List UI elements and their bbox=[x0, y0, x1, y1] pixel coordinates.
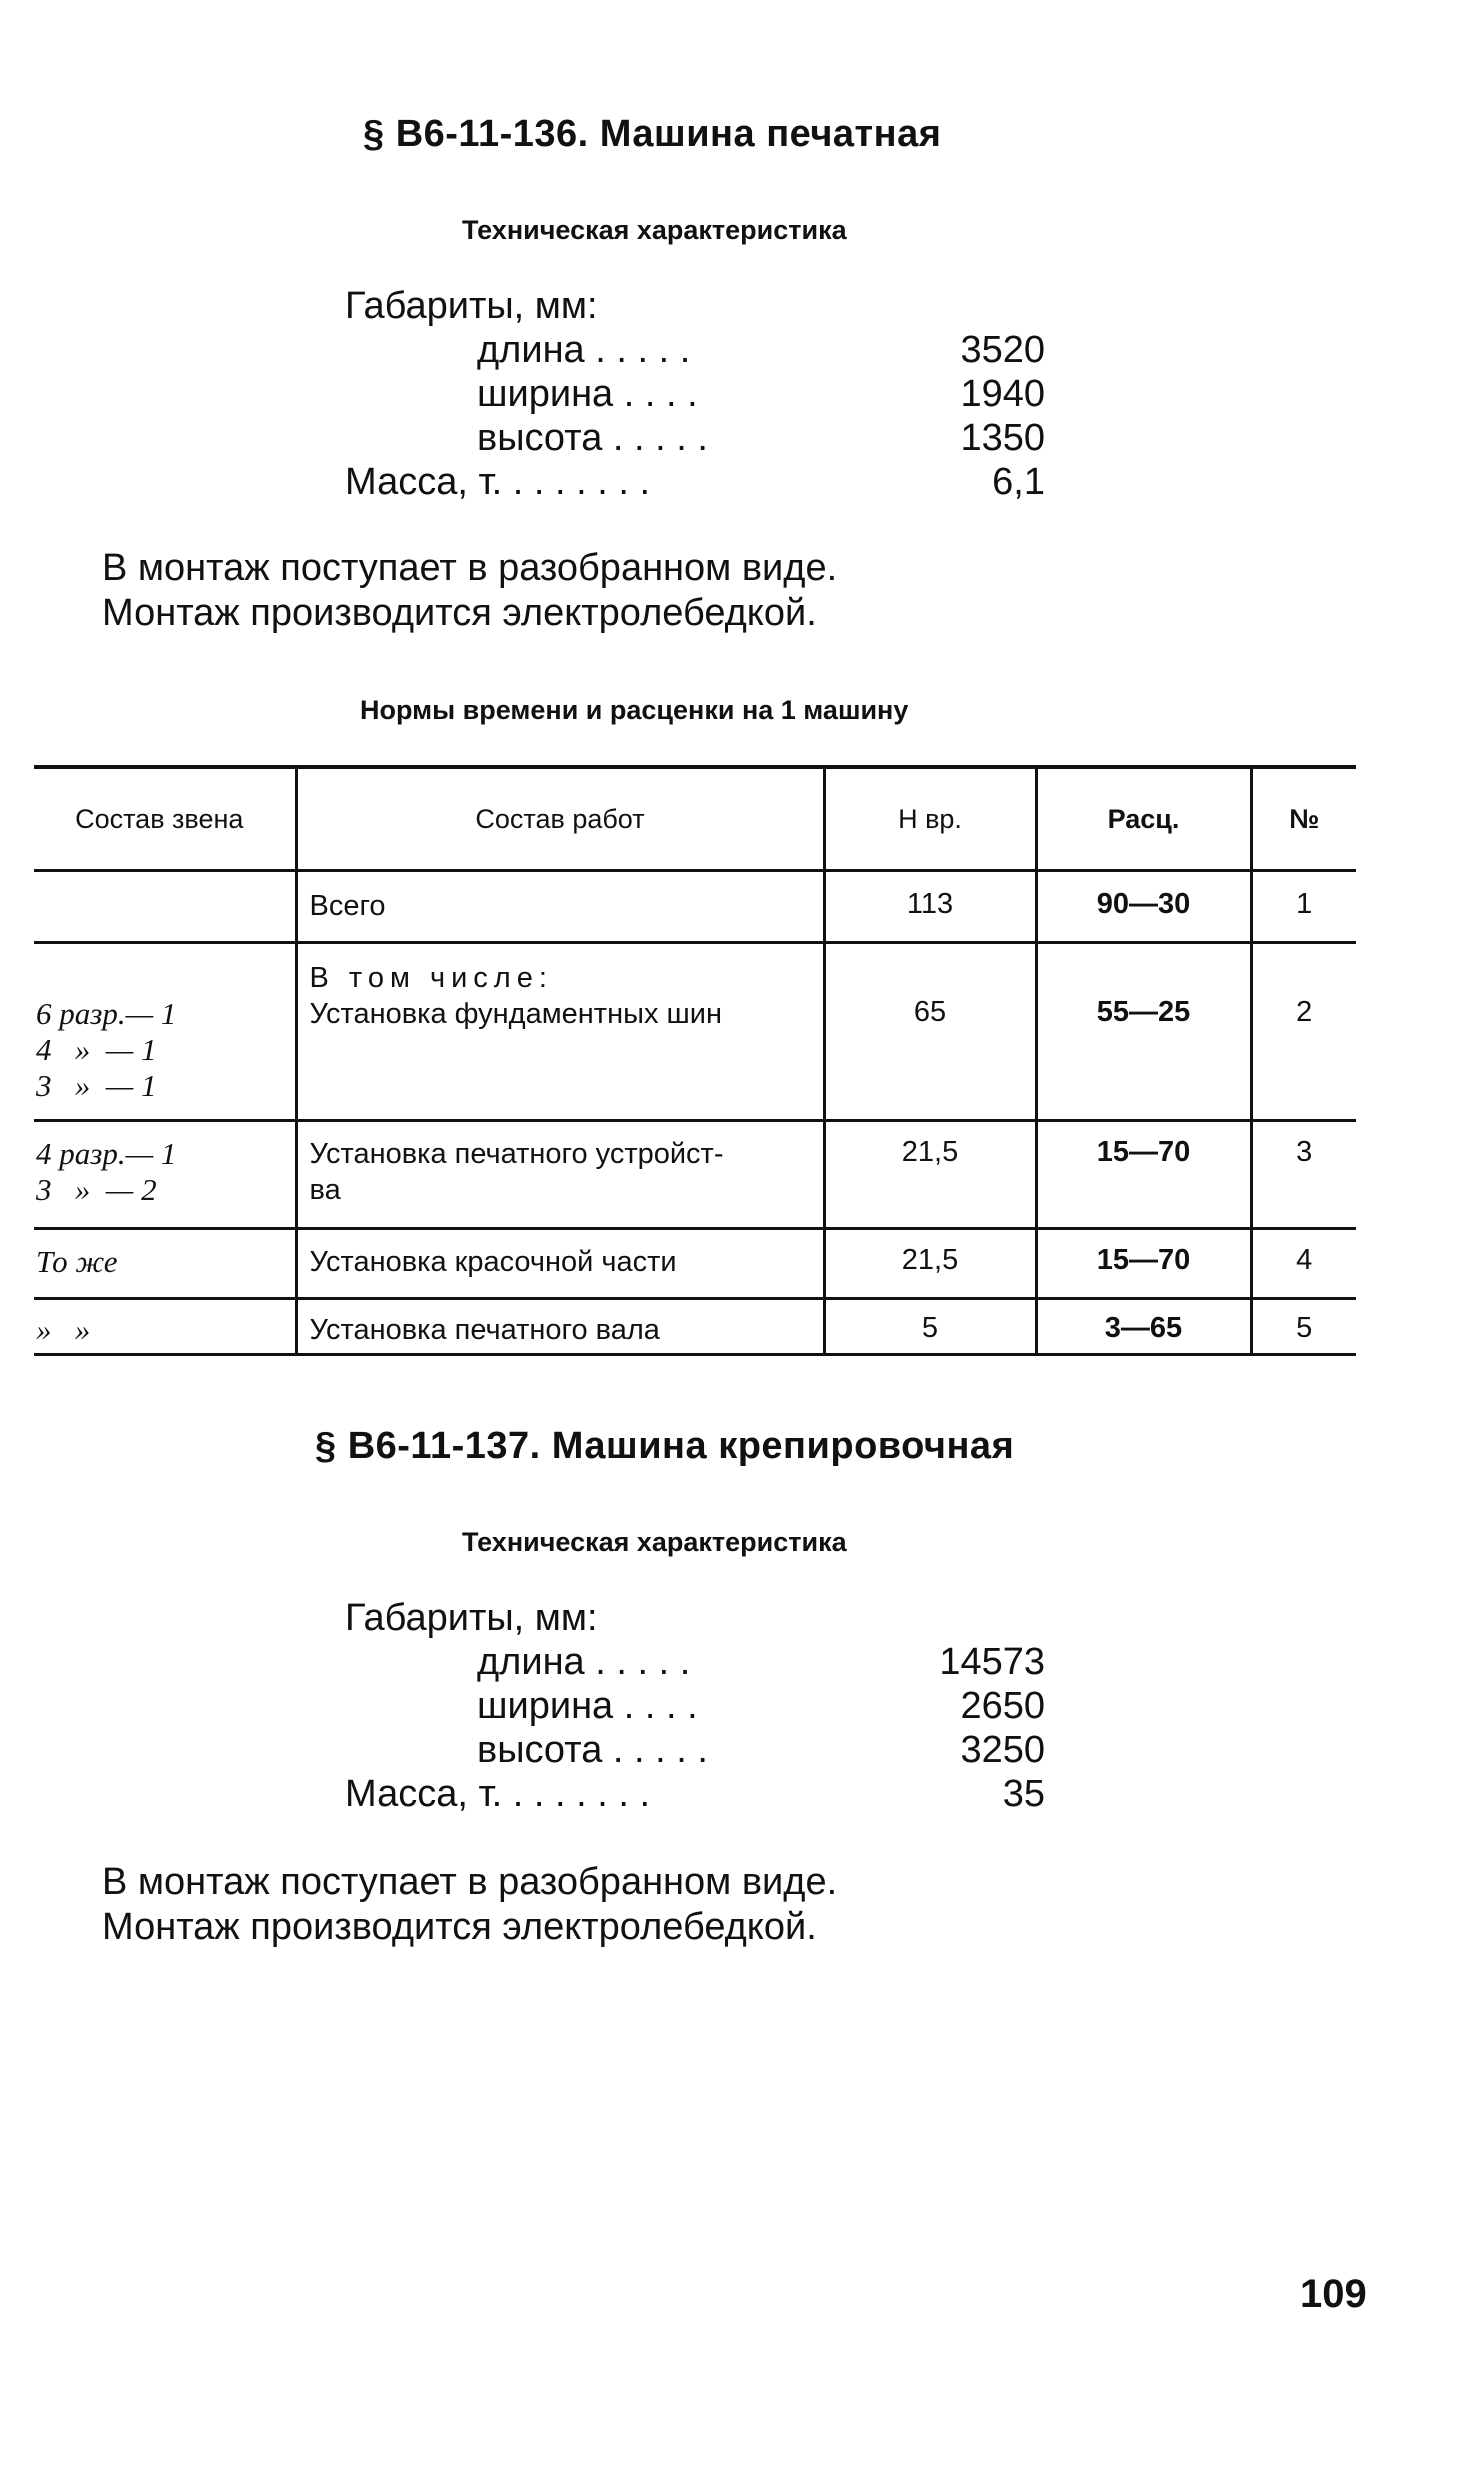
cell-crew: 6 разр.— 1 4 » — 1 3 » — 1 bbox=[34, 943, 296, 1121]
cell-rate: 55—25 bbox=[1036, 943, 1251, 1121]
table-caption: Нормы времени и расценки на 1 машину bbox=[360, 695, 909, 725]
spec-value: 6,1 bbox=[992, 461, 1045, 503]
cell-work: Всего bbox=[296, 871, 824, 943]
cell-hours: 65 bbox=[824, 943, 1036, 1121]
section-title: § В6-11-137. Машина крепировочная bbox=[315, 1425, 1015, 1467]
spec-row bbox=[477, 1640, 1045, 1684]
spec-label: Масса, т. . . . . . . . bbox=[345, 1773, 651, 1815]
spec-label: Масса, т. . . . . . . . bbox=[345, 461, 651, 503]
header-num: № bbox=[1251, 767, 1356, 871]
spec-label: длина . . . . . bbox=[477, 1641, 691, 1683]
header-crew: Состав звена bbox=[34, 767, 296, 871]
spec-row bbox=[477, 372, 1045, 416]
spec-header: Габариты, мм: bbox=[345, 285, 598, 327]
cell-num: 4 bbox=[1251, 1229, 1356, 1299]
cell-rate: 90—30 bbox=[1036, 871, 1251, 943]
spec-block bbox=[345, 1596, 1045, 1826]
header-work: Состав работ bbox=[296, 767, 824, 871]
cell-crew: То же bbox=[34, 1229, 296, 1299]
section-subtitle: Техническая характеристика bbox=[462, 215, 847, 245]
spec-value: 3250 bbox=[960, 1729, 1045, 1771]
page-number: 109 bbox=[1300, 2272, 1367, 2316]
spec-value: 1350 bbox=[960, 417, 1045, 459]
cell-work bbox=[296, 943, 824, 1121]
cell-rate: 3—65 bbox=[1036, 1299, 1251, 1355]
paragraph bbox=[102, 546, 837, 636]
spec-value: 3520 bbox=[960, 329, 1045, 371]
spec-label: ширина . . . . bbox=[477, 1685, 698, 1727]
cell-num: 3 bbox=[1251, 1121, 1356, 1229]
paragraph bbox=[102, 1860, 837, 1950]
section-subtitle: Техническая характеристика bbox=[462, 1527, 847, 1557]
cell-hours: 113 bbox=[824, 871, 1036, 943]
cell-rate: 15—70 bbox=[1036, 1229, 1251, 1299]
table-row bbox=[34, 1229, 1356, 1299]
spec-value: 14573 bbox=[939, 1641, 1045, 1683]
cell-hours: 5 bbox=[824, 1299, 1036, 1355]
spec-row-mass bbox=[345, 460, 1045, 504]
cell-work-text: Установка фундаментных шин bbox=[309, 998, 722, 1030]
cell-num: 1 bbox=[1251, 871, 1356, 943]
cell-hours: 21,5 bbox=[824, 1229, 1036, 1299]
cell-crew bbox=[34, 871, 296, 943]
table-header-row bbox=[34, 767, 1356, 871]
cell-work-prefix: В том числе: bbox=[309, 962, 553, 994]
spec-row bbox=[477, 328, 1045, 372]
header-rate: Расц. bbox=[1036, 767, 1251, 871]
paragraph-line: Монтаж производится электролебедкой. bbox=[102, 1906, 817, 1948]
spec-row bbox=[477, 416, 1045, 460]
cell-work: Установка красочной части bbox=[296, 1229, 824, 1299]
norms-table bbox=[34, 765, 1356, 1356]
cell-hours: 21,5 bbox=[824, 1121, 1036, 1229]
table-row bbox=[34, 871, 1356, 943]
paragraph-line: В монтаж поступает в разобранном виде. bbox=[102, 547, 838, 589]
cell-work: Установка печатного устройст- ва bbox=[296, 1121, 824, 1229]
cell-num: 2 bbox=[1251, 943, 1356, 1121]
paragraph-line: Монтаж производится электролебедкой. bbox=[102, 592, 817, 634]
spec-row bbox=[477, 1684, 1045, 1728]
table-row bbox=[34, 943, 1356, 1121]
paragraph-line: В монтаж поступает в разобранном виде. bbox=[102, 1861, 838, 1903]
spec-block bbox=[345, 284, 1045, 514]
spec-row-mass bbox=[345, 1772, 1045, 1816]
spec-label: длина . . . . . bbox=[477, 329, 691, 371]
spec-value: 1940 bbox=[960, 373, 1045, 415]
spec-row bbox=[477, 1728, 1045, 1772]
cell-crew: 4 разр.— 1 3 » — 2 bbox=[34, 1121, 296, 1229]
cell-num: 5 bbox=[1251, 1299, 1356, 1355]
table-row bbox=[34, 1299, 1356, 1355]
spec-value: 2650 bbox=[960, 1685, 1045, 1727]
header-hours: Н вр. bbox=[824, 767, 1036, 871]
spec-label: высота . . . . . bbox=[477, 1729, 708, 1771]
spec-header: Габариты, мм: bbox=[345, 1597, 598, 1639]
cell-work: Установка печатного вала bbox=[296, 1299, 824, 1355]
cell-crew: » » bbox=[36, 1312, 91, 1347]
spec-value: 35 bbox=[1002, 1773, 1045, 1815]
cell-rate: 15—70 bbox=[1036, 1121, 1251, 1229]
spec-label: высота . . . . . bbox=[477, 417, 708, 459]
spec-label: ширина . . . . bbox=[477, 373, 698, 415]
section-title: § В6-11-136. Машина печатная bbox=[363, 113, 942, 155]
table-row bbox=[34, 1121, 1356, 1229]
